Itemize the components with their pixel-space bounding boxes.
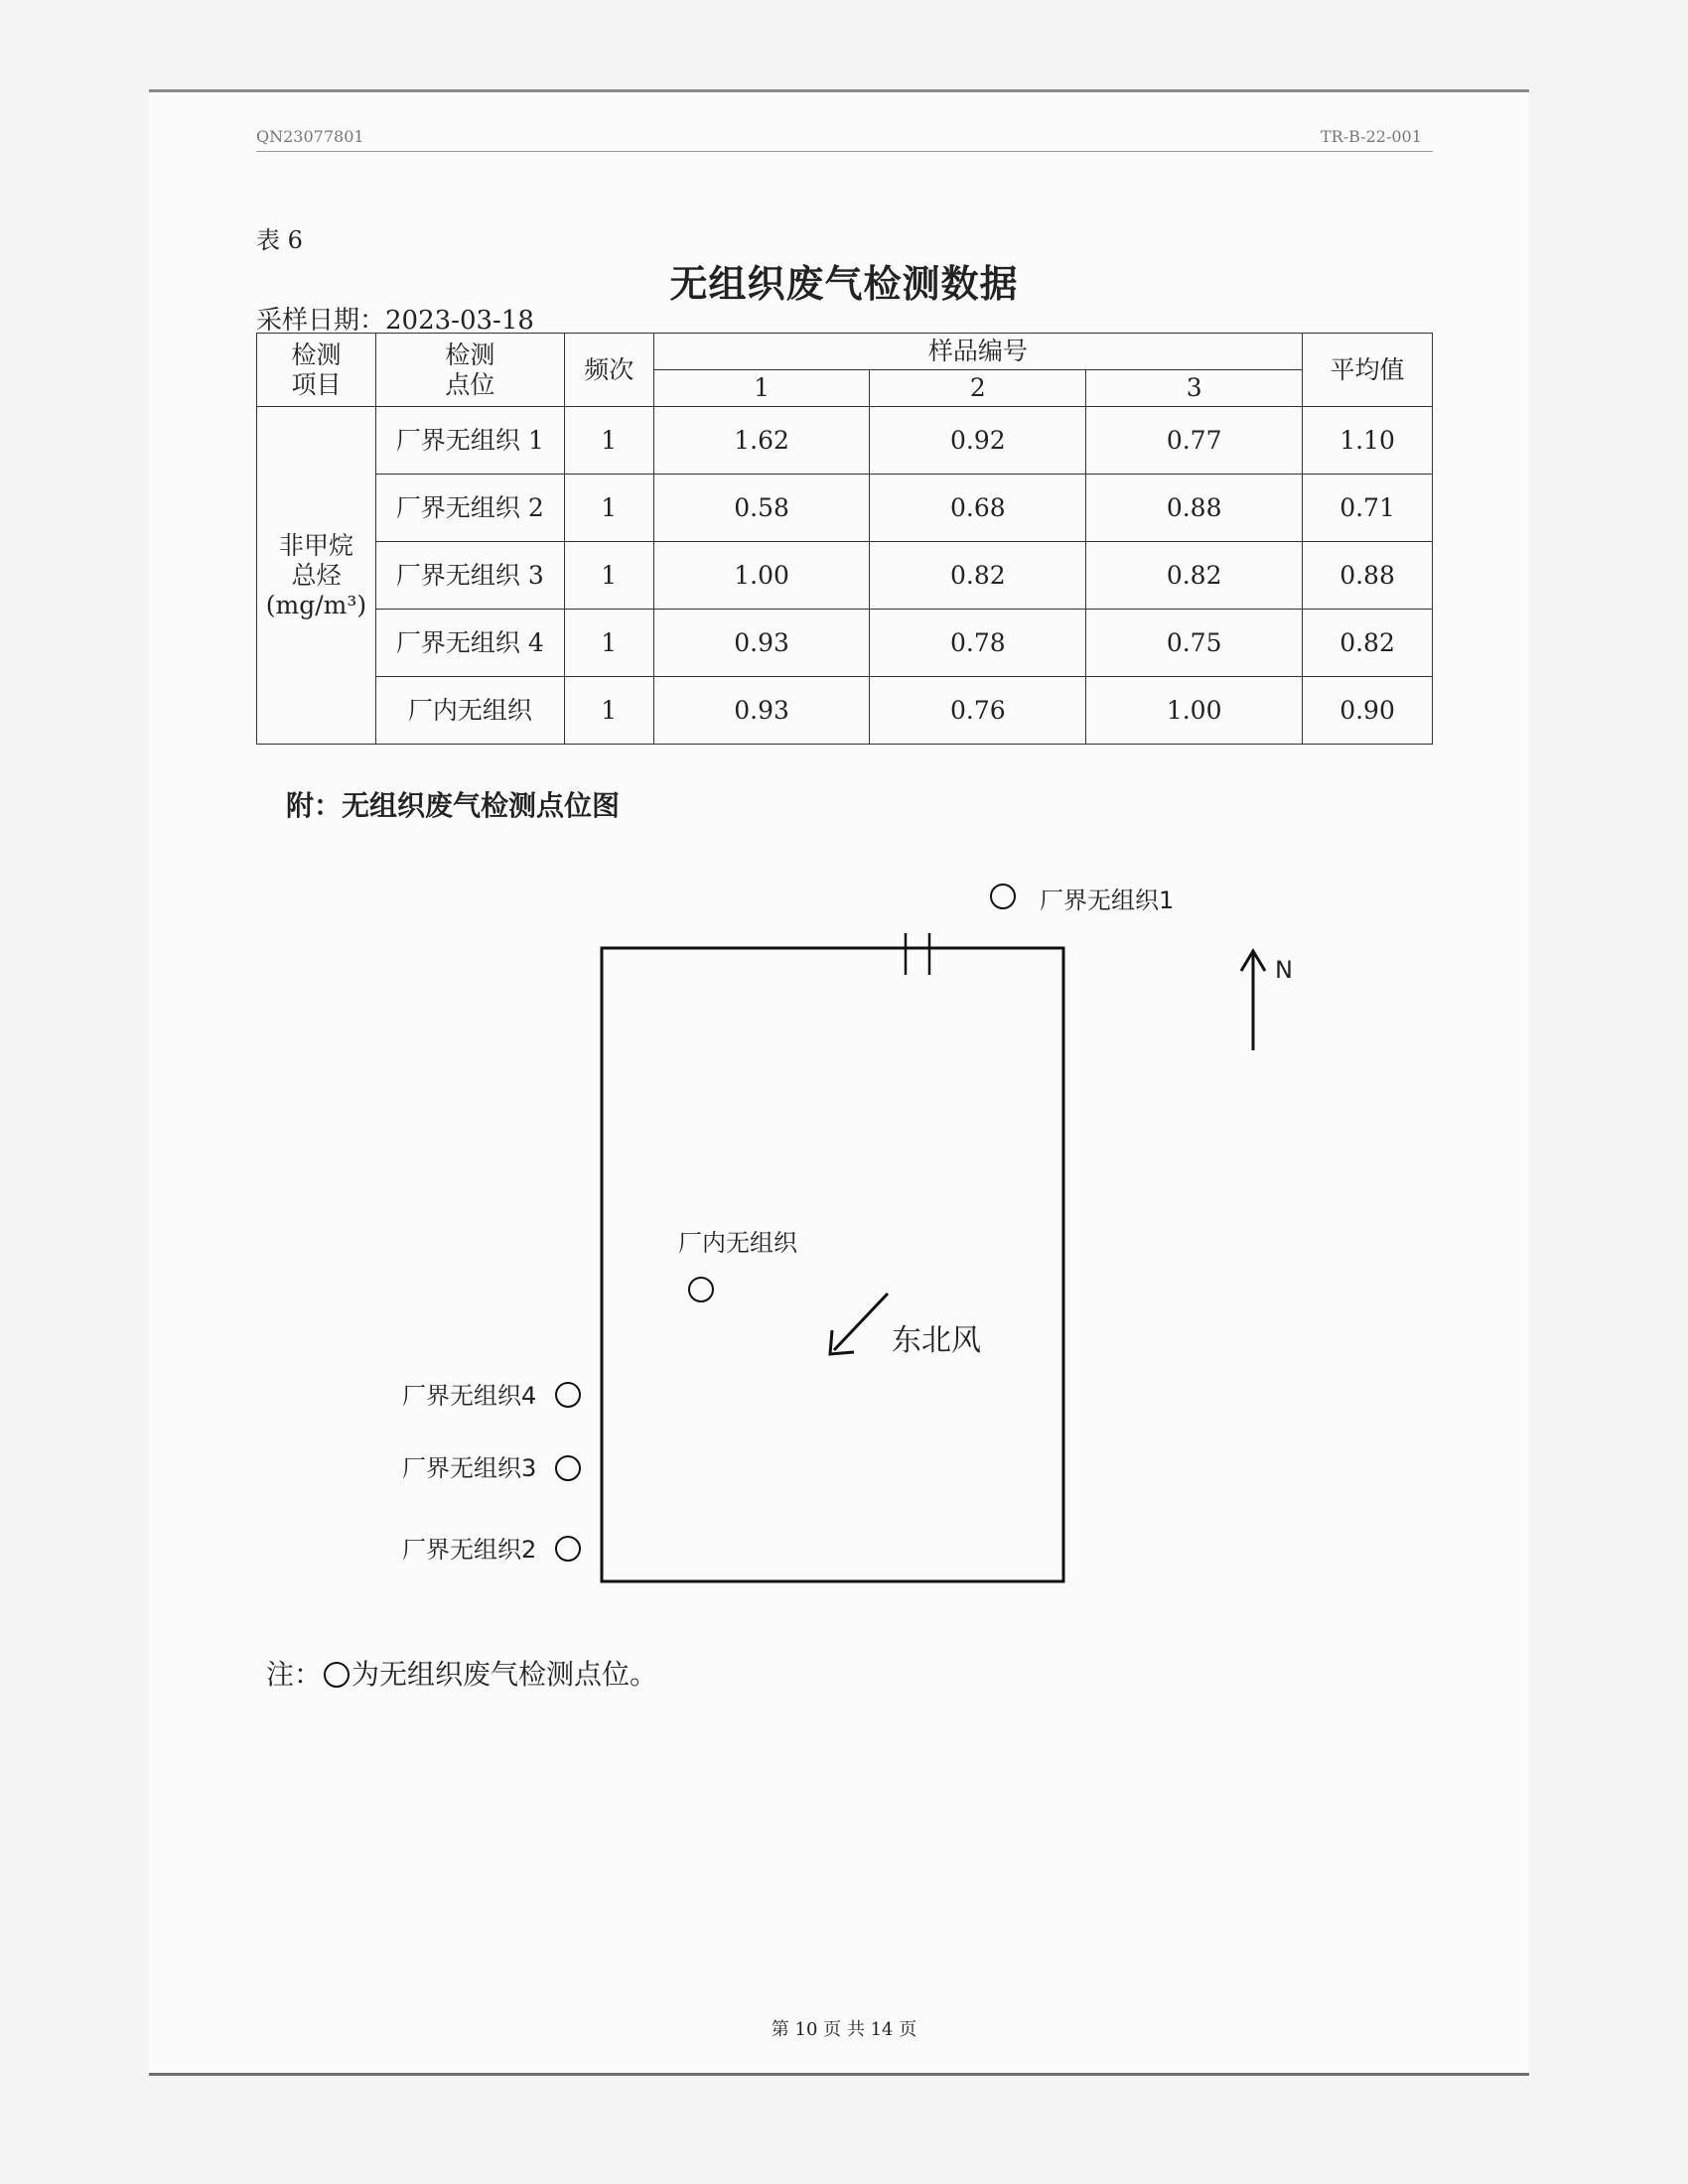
point-label-inside: 厂内无组织 <box>678 1229 797 1257</box>
point-marker-icon <box>688 1277 714 1302</box>
note-text: 为无组织废气检测点位。 <box>352 1658 658 1691</box>
point-cell: 厂界无组织 1 <box>375 407 564 475</box>
plant-boundary <box>602 948 1063 1581</box>
header-frequency: 频次 <box>564 334 653 407</box>
value-cell: 0.92 <box>870 407 1086 475</box>
header-sample-no: 样品编号 <box>653 334 1302 370</box>
value-cell: 0.68 <box>870 475 1086 542</box>
header-sample-3: 3 <box>1086 370 1303 407</box>
value-cell: 0.82 <box>1086 542 1303 610</box>
point-cell: 厂界无组织 4 <box>375 610 564 677</box>
gate-icon <box>906 933 929 975</box>
point-marker-icon <box>555 1455 581 1481</box>
table-label: 表 6 <box>256 226 303 254</box>
average-cell: 0.88 <box>1303 542 1433 610</box>
circle-marker-icon <box>324 1662 350 1688</box>
header-sample-2: 2 <box>870 370 1086 407</box>
wind-direction-arrow-icon <box>830 1294 888 1354</box>
header-point: 检测 点位 <box>375 334 564 407</box>
north-arrow-icon <box>1241 951 1265 1050</box>
average-cell: 0.90 <box>1303 677 1433 745</box>
value-cell: 0.93 <box>653 610 870 677</box>
sampling-date: 采样日期：2023-03-18 <box>256 306 534 336</box>
page-footer: 第 10 页 共 14 页 <box>771 2019 917 2040</box>
header-sample-1: 1 <box>653 370 870 407</box>
header-item: 检测 项目 <box>257 334 376 407</box>
value-cell: 1.62 <box>653 407 870 475</box>
value-cell: 1.00 <box>1086 677 1303 745</box>
point-label-3: 厂界无组织3 <box>402 1454 537 1482</box>
value-cell: 0.75 <box>1086 610 1303 677</box>
freq-cell: 1 <box>564 475 653 542</box>
note-prefix: 注： <box>266 1658 323 1691</box>
value-cell: 0.76 <box>870 677 1086 745</box>
point-cell: 厂内无组织 <box>375 677 564 745</box>
annex-title: 附：无组织废气检测点位图 <box>286 789 621 822</box>
freq-cell: 1 <box>564 542 653 610</box>
header-average: 平均值 <box>1303 334 1433 407</box>
item-name-cell: 非甲烷 总烃 (mg/m³) <box>257 407 376 745</box>
page-title: 无组织废气检测数据 <box>669 261 1019 306</box>
average-cell: 0.82 <box>1303 610 1433 677</box>
value-cell: 0.78 <box>870 610 1086 677</box>
average-cell: 1.10 <box>1303 407 1433 475</box>
value-cell: 0.58 <box>653 475 870 542</box>
point-marker-icon <box>990 884 1016 909</box>
north-label: N <box>1275 956 1293 984</box>
report-number: QN23077801 <box>256 127 364 146</box>
freq-cell: 1 <box>564 610 653 677</box>
form-code: TR-B-22-001 <box>1321 127 1422 146</box>
value-cell: 0.77 <box>1086 407 1303 475</box>
point-label-2: 厂界无组织2 <box>402 1536 537 1564</box>
average-cell: 0.71 <box>1303 475 1433 542</box>
freq-cell: 1 <box>564 407 653 475</box>
point-cell: 厂界无组织 2 <box>375 475 564 542</box>
point-marker-icon <box>555 1382 581 1408</box>
value-cell: 0.88 <box>1086 475 1303 542</box>
wind-label: 东北风 <box>892 1323 981 1358</box>
legend-note <box>266 1653 657 1693</box>
freq-cell: 1 <box>564 677 653 745</box>
point-label-4: 厂界无组织4 <box>402 1382 537 1410</box>
value-cell: 0.82 <box>870 542 1086 610</box>
point-label-1: 厂界无组织1 <box>1040 887 1175 914</box>
point-cell: 厂界无组织 3 <box>375 542 564 610</box>
point-marker-icon <box>555 1536 581 1562</box>
value-cell: 1.00 <box>653 542 870 610</box>
value-cell: 0.93 <box>653 677 870 745</box>
